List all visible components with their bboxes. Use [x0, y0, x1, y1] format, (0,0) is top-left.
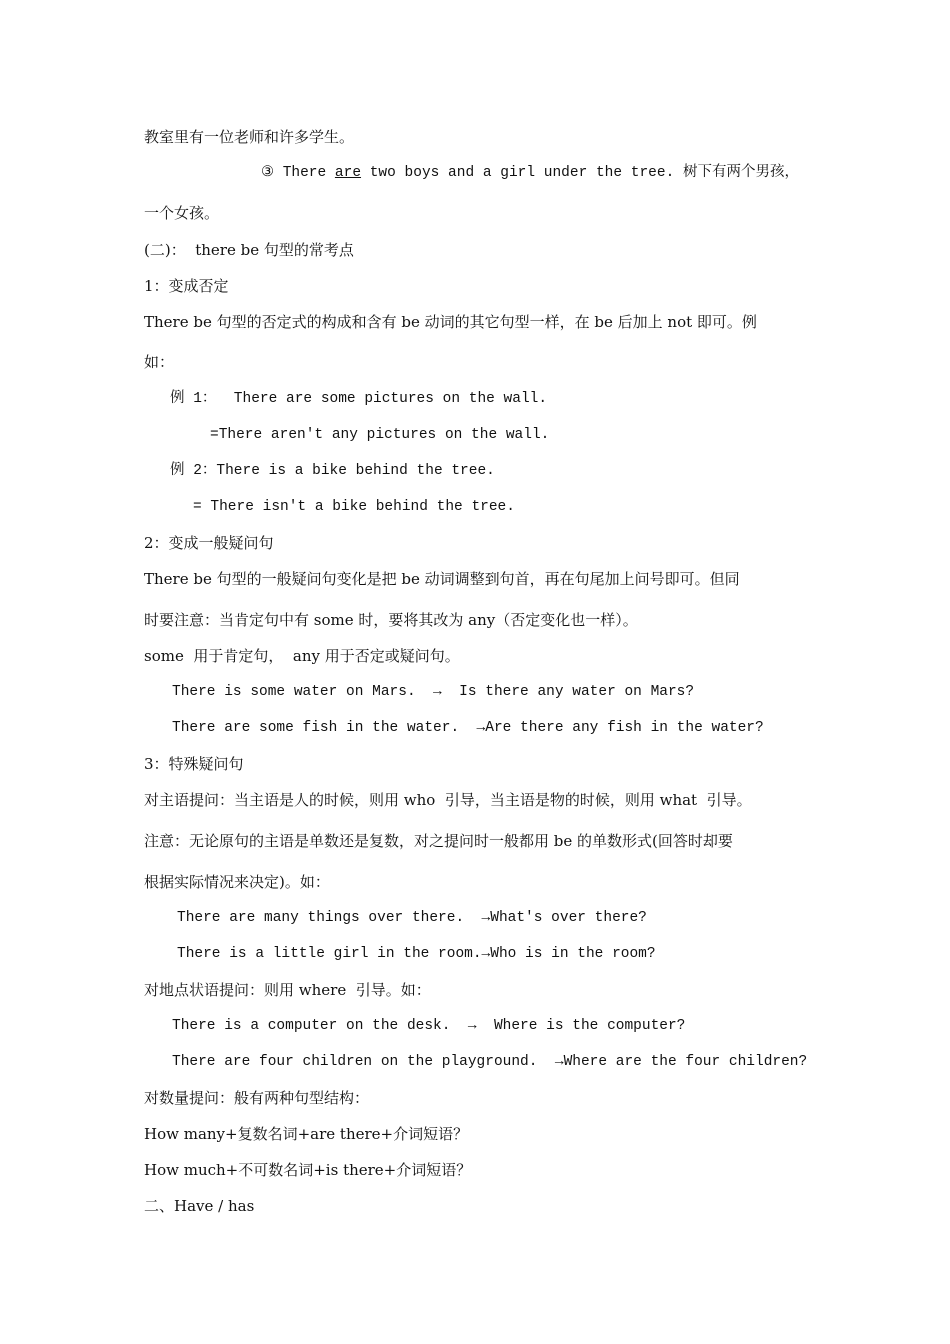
- text-line: 时要注意：当肯定句中有 some 时，要将其改为 any（否定变化也一样）。: [144, 611, 638, 629]
- example-line: = There isn't a bike behind the tree.: [193, 499, 515, 515]
- example-line: There is a little girl in the room.→Who is in the room?: [177, 946, 656, 962]
- text-line: 注意：无论原句的主语是单数还是复数，对之提问时一般都用 be 的单数形式(回答时却要: [144, 832, 733, 850]
- section-heading: (二)： there be 句型的常考点: [144, 241, 354, 259]
- example-line: There are many things over there. →What's over there?: [177, 910, 647, 926]
- example-line: There is some water on Mars. → Is there any water on Mars?: [172, 684, 695, 700]
- subheading: 1：变成否定: [144, 277, 229, 295]
- text-line: 根据实际情况来决定)。如：: [144, 873, 330, 891]
- example-line: There are some fish in the water. →Are there any fish in the water?: [172, 720, 764, 736]
- text-line: 一个女孩。: [144, 204, 220, 222]
- text-line: How much+不可数名词+is there+介词短语？: [144, 1161, 472, 1179]
- example-line: There is a computer on the desk. → Where is the computer?: [172, 1018, 686, 1034]
- text-line: 对数量提问：般有两种句型结构：: [144, 1089, 370, 1107]
- subheading: 2：变成一般疑问句: [144, 534, 274, 552]
- text-line: 对地点状语提问：则用 where 引导。如：: [144, 981, 431, 999]
- text-line: How many+复数名词+are there+介词短语？: [144, 1125, 469, 1143]
- example-line: =There aren't any pictures on the wall.: [210, 427, 550, 443]
- text-line: 教室里有一位老师和许多学生。: [144, 128, 355, 146]
- underlined-verb: are: [334, 165, 362, 181]
- example-line: 例 1： There are some pictures on the wall.: [170, 391, 548, 407]
- example-line: There are four children on the playground. →Where are the four children?: [172, 1054, 808, 1070]
- text-line: There be 句型的一般疑问句变化是把 be 动词调整到句首，再在句尾加上问号即可。但同: [144, 570, 740, 588]
- subheading: 3：特殊疑问句: [144, 755, 244, 773]
- text-segment: ③ There: [261, 165, 335, 181]
- text-line: 如：: [144, 353, 175, 371]
- example-sentence-3: [261, 163, 799, 183]
- section-heading: 二、Have / has: [144, 1197, 255, 1215]
- text-line: 对主语提问：当主语是人的时候，则用 who 引导，当主语是物的时候，则用 what 引导。: [144, 791, 752, 809]
- example-line: 例 2：There is a bike behind the tree.: [170, 463, 495, 479]
- text-line: There be 句型的否定式的构成和含有 be 动词的其它句型一样，在 be 后加上 not 即可。例: [144, 313, 757, 331]
- text-line: some 用于肯定句， any 用于否定或疑问句。: [144, 647, 460, 665]
- text-segment: two boys and a girl under the tree. 树下有两个男孩，: [361, 165, 799, 181]
